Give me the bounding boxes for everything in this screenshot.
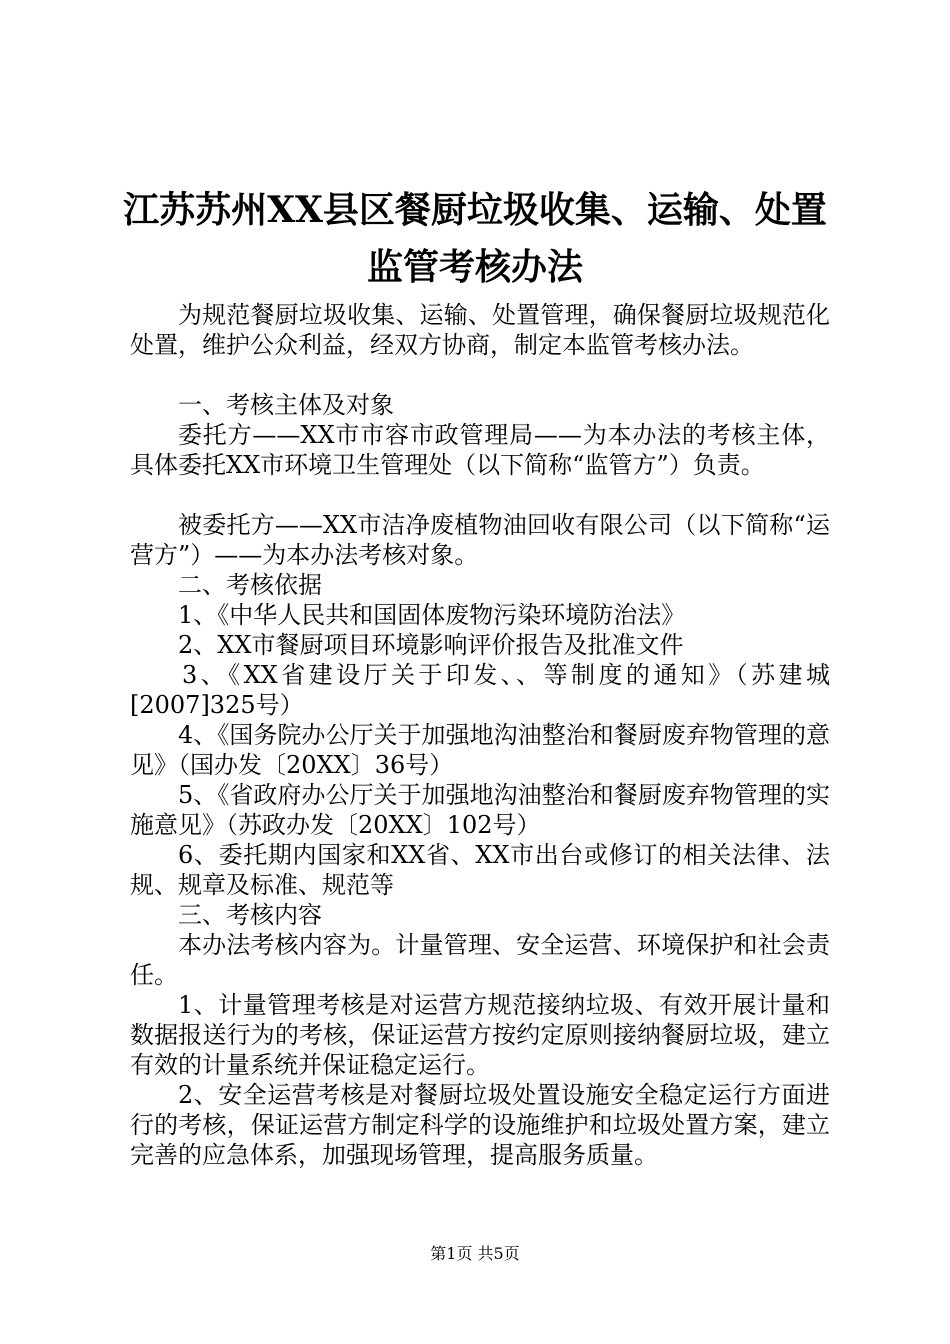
section-heading-1: 一、考核主体及对象 <box>178 391 394 419</box>
basis-item-4: 4、《国务院办公厅关于加强地沟油整治和餐厨废弃物管理的意见》（国办发〔20XX〕36号） <box>130 721 830 779</box>
basis-item-5: 5、《省政府办公厅关于加强地沟油整治和餐厨废弃物管理的实施意见》（苏政办发〔20XX〕102号） <box>130 781 830 839</box>
basis-item-6: 6、委托期内国家和XX省、XX市出台或修订的相关法律、法规、规章及标准、规范等 <box>130 841 830 899</box>
basis-item-2: 2、XX市餐厨项目环境影响评价报告及批准文件 <box>178 631 684 659</box>
document-body <box>130 300 830 1170</box>
content-intro-paragraph: 本办法考核内容为。计量管理、安全运营、环境保护和社会责任。 <box>130 931 830 989</box>
paragraph-commissioning-party: 委托方——XX市市容市政管理局——为本办法的考核主体，具体委托XX市环境卫生管理处（以下简称“监管方”）负责。 <box>130 421 830 479</box>
content-item-1: 1、计量管理考核是对运营方规范接纳垃圾、有效开展计量和数据报送行为的考核，保证运营方按约定原则接纳餐厨垃圾，建立有效的计量系统并保证稳定运行。 <box>130 991 830 1079</box>
spacer <box>130 480 830 510</box>
document-title-line-1: 江苏苏州XX县区餐厨垃圾收集、运输、处置 <box>123 189 827 231</box>
section-heading-2: 二、考核依据 <box>178 571 322 599</box>
spacer <box>130 360 830 390</box>
content-item-2: 2、安全运营考核是对餐厨垃圾处置设施安全稳定运行方面进行的考核，保证运营方制定科学的设施维护和垃圾处置方案，建立完善的应急体系，加强现场管理，提高服务质量。 <box>130 1081 830 1169</box>
basis-item-3: 3、《XX省建设厅关于印发、、等制度的通知》（苏建城[2007]325号） <box>130 661 830 719</box>
page-number-footer: 第1页 共5页 <box>430 1244 520 1263</box>
basis-item-1: 1、《中华人民共和国固体废物污染环境防治法》 <box>178 601 686 629</box>
section-heading-3: 三、考核内容 <box>178 901 322 929</box>
intro-paragraph: 为规范餐厨垃圾收集、运输、处置管理，确保餐厨垃圾规范化处置，维护公众利益，经双方协商，制定本监管考核办法。 <box>130 301 830 359</box>
paragraph-commissioned-party: 被委托方——XX市洁净废植物油回收有限公司（以下简称“运营方”）——为本办法考核对象。 <box>130 511 830 569</box>
document-title-line-2: 监管考核办法 <box>366 246 583 288</box>
